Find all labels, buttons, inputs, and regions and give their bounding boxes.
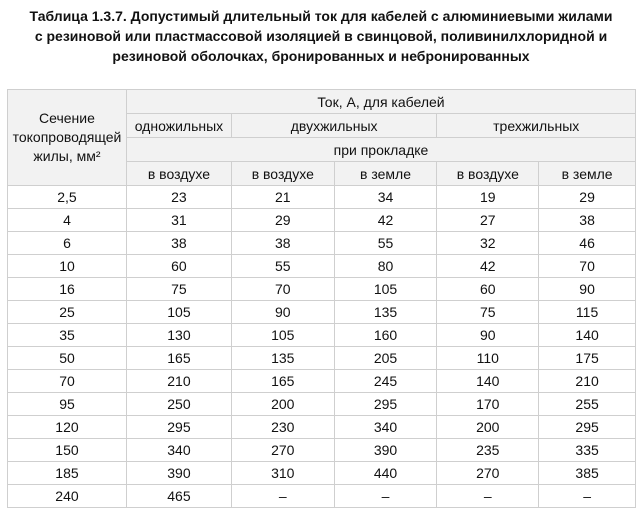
table-row (8, 393, 636, 416)
cell-current: – (437, 485, 539, 508)
cell-section: 240 (8, 485, 127, 508)
cell-section: 50 (8, 347, 127, 370)
cell-current: 210 (539, 370, 636, 393)
cell-section: 95 (8, 393, 127, 416)
cell-current: 270 (231, 439, 334, 462)
cell-current: 90 (539, 278, 636, 301)
cell-current: 205 (334, 347, 437, 370)
cell-current: 110 (437, 347, 539, 370)
table-row (8, 186, 636, 209)
cell-section: 70 (8, 370, 127, 393)
cell-current: 29 (231, 209, 334, 232)
cell-current: 46 (539, 232, 636, 255)
cell-current: – (231, 485, 334, 508)
cell-current: 200 (437, 416, 539, 439)
cell-section: 35 (8, 324, 127, 347)
header-sub: в земле (539, 162, 636, 186)
cell-current: 390 (334, 439, 437, 462)
cell-section: 25 (8, 301, 127, 324)
cell-current: 295 (539, 416, 636, 439)
cell-current: 105 (334, 278, 437, 301)
cell-current: 340 (334, 416, 437, 439)
cell-current: 235 (437, 439, 539, 462)
cell-current: 105 (126, 301, 231, 324)
cell-current: 245 (334, 370, 437, 393)
cell-current: 80 (334, 255, 437, 278)
cell-current: 335 (539, 439, 636, 462)
cell-current: 140 (539, 324, 636, 347)
cell-current: 440 (334, 462, 437, 485)
cell-current: 42 (334, 209, 437, 232)
header-section: Сечение токопроводящей жилы, мм² (8, 90, 127, 186)
cell-current: 310 (231, 462, 334, 485)
cell-current: 105 (231, 324, 334, 347)
header-current: Ток, А, для кабелей (126, 90, 635, 114)
table-row (8, 462, 636, 485)
cell-current: 75 (126, 278, 231, 301)
cell-current: 210 (126, 370, 231, 393)
cell-current: 38 (126, 232, 231, 255)
cell-section: 120 (8, 416, 127, 439)
cell-current: 21 (231, 186, 334, 209)
cell-current: 55 (334, 232, 437, 255)
cell-current: 90 (437, 324, 539, 347)
cell-current: 465 (126, 485, 231, 508)
header-twin: двухжильных (231, 114, 437, 138)
cell-current: 55 (231, 255, 334, 278)
cell-current: 270 (437, 462, 539, 485)
header-sub: в воздухе (437, 162, 539, 186)
cell-current: 32 (437, 232, 539, 255)
cell-current: 160 (334, 324, 437, 347)
cell-current: – (334, 485, 437, 508)
cell-current: 70 (231, 278, 334, 301)
header-sub: в земле (334, 162, 437, 186)
title-line: с резиновой или пластмассовой изоляцией в свинцовой, поливинилхлоридной и (34, 28, 608, 44)
cell-current: 135 (231, 347, 334, 370)
table-row (8, 347, 636, 370)
table-row (8, 416, 636, 439)
cell-section: 16 (8, 278, 127, 301)
cell-current: 390 (126, 462, 231, 485)
cell-current: 38 (231, 232, 334, 255)
header-single: одножильных (126, 114, 231, 138)
cell-current: 29 (539, 186, 636, 209)
cell-current: 75 (437, 301, 539, 324)
cell-current: 170 (437, 393, 539, 416)
cell-section: 150 (8, 439, 127, 462)
cell-current: 60 (437, 278, 539, 301)
cell-current: 250 (126, 393, 231, 416)
cell-current: 42 (437, 255, 539, 278)
table-row (8, 485, 636, 508)
table-row (8, 209, 636, 232)
cell-current: 31 (126, 209, 231, 232)
cell-current: 90 (231, 301, 334, 324)
table-title (0, 6, 642, 66)
cell-current: 140 (437, 370, 539, 393)
table-row (8, 255, 636, 278)
title-line: резиновой оболочках, бронированных и небронированных (112, 48, 530, 64)
header-sub: в воздухе (231, 162, 334, 186)
table-row (8, 301, 636, 324)
cell-current: 175 (539, 347, 636, 370)
cell-current: 19 (437, 186, 539, 209)
cell-current: 200 (231, 393, 334, 416)
cell-current: 255 (539, 393, 636, 416)
title-line: Таблица 1.3.7. Допустимый длительный ток для кабелей с алюминиевыми жилами (29, 8, 613, 24)
cell-current: 165 (126, 347, 231, 370)
cell-current: 60 (126, 255, 231, 278)
cell-current: 27 (437, 209, 539, 232)
cell-current: 23 (126, 186, 231, 209)
cell-section: 10 (8, 255, 127, 278)
cell-current: 135 (334, 301, 437, 324)
header-triple: трехжильных (437, 114, 636, 138)
cell-section: 4 (8, 209, 127, 232)
table-row (8, 324, 636, 347)
cell-current: 115 (539, 301, 636, 324)
cell-current: 340 (126, 439, 231, 462)
table-row (8, 232, 636, 255)
table-row (8, 439, 636, 462)
table-body (8, 186, 636, 508)
cell-current: 230 (231, 416, 334, 439)
cell-current: 295 (126, 416, 231, 439)
table-row (8, 278, 636, 301)
cell-current: 385 (539, 462, 636, 485)
cell-section: 185 (8, 462, 127, 485)
cell-current: 295 (334, 393, 437, 416)
table-row (8, 370, 636, 393)
current-table (7, 89, 636, 508)
cell-current: 34 (334, 186, 437, 209)
cell-section: 2,5 (8, 186, 127, 209)
cell-section: 6 (8, 232, 127, 255)
cell-current: 165 (231, 370, 334, 393)
cell-current: – (539, 485, 636, 508)
cell-current: 38 (539, 209, 636, 232)
header-sub: в воздухе (126, 162, 231, 186)
header-laying: при прокладке (126, 138, 635, 162)
cell-current: 130 (126, 324, 231, 347)
cell-current: 70 (539, 255, 636, 278)
